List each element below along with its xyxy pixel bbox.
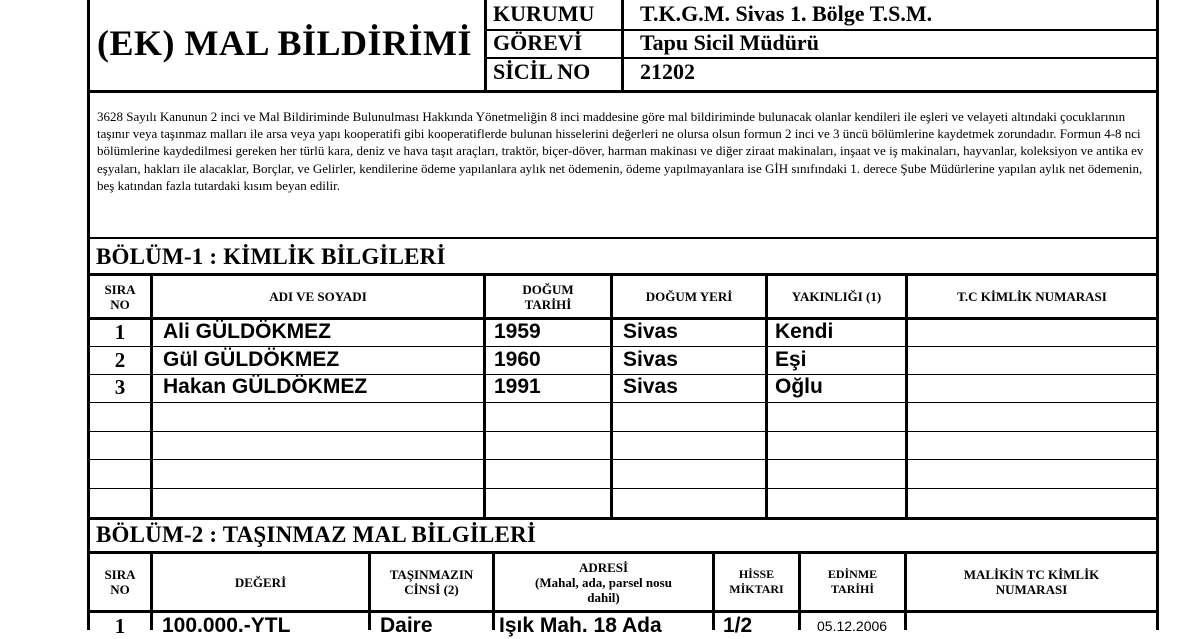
institution-value: T.K.G.M. Sivas 1. Bölge T.S.M. bbox=[640, 1, 933, 26]
s2-row1-value: 100.000.-YTL bbox=[162, 614, 291, 637]
s2-header-address bbox=[495, 554, 712, 610]
legal-notice: 3628 Sayılı Kanunun 2 inci ve Mal Bildiriminde Bulunulması Hakkında Yönetmeliğin 8 inci maddesine göre mal bildiriminde bulunacak olanlar kendileri ile eşleri ve velayeti altındaki çocuklarının taşınır veya taşınmaz malları ile arsa veya yapı kooperatifi gibi kooperatiflerde bulunan hisselerini değerleri ne olursa olsun formun 2 inci ve 3 üncü bölümlerine kaydetmek zorundadır. Formun 4-8 nci bölümlerine kaydedilmesi gereken her türlü kara, deniz ve hava taşıt araçları, traktör, biçer-döver, harman makinası ve diğer ziraat makinaları, inşaat ve iş makinaları, hayvanlar, koleksiyon ve antika ev eşyaları, hakları ile alacaklar, Borçlar, ve Gelirler, kendilerine ödeme yapılanlara aylık net ödemenin, ödeme yapılmayanlara ise GİH sınıfındaki 1. derece Şube Müdürlerine yapılan aylık net ödemenin, beş katından fazla tutardaki kısım beyan edilir. bbox=[97, 109, 1144, 193]
position-value: Tapu Sicil Müdürü bbox=[640, 30, 819, 55]
s2-header-share bbox=[715, 554, 798, 610]
s1-row1-relation: Kendi bbox=[775, 320, 834, 343]
s1-bottom-line bbox=[87, 517, 1159, 520]
s2-row1-address: Işık Mah. 18 Ada bbox=[499, 614, 662, 637]
s1-row2-birth-place: Sivas bbox=[623, 348, 678, 371]
s1-header-sira bbox=[90, 276, 150, 317]
s2-header-value: DEĞERİ bbox=[234, 574, 287, 590]
header-row-line-1 bbox=[484, 29, 1159, 31]
s2-header-sira-line1: SIRA bbox=[104, 567, 136, 582]
s2-header-share-line1: HİSSE bbox=[738, 567, 775, 581]
s2-header-address-line3: dahil) bbox=[587, 589, 620, 605]
s1-header-birth-place: DOĞUM YERİ bbox=[645, 289, 733, 304]
s1-header-birth-date-line1: DOĞUM bbox=[522, 281, 574, 297]
s1-row-line bbox=[87, 402, 1159, 403]
s2-header-type-line1: TAŞINMAZIN bbox=[389, 567, 474, 582]
position-label: GÖREVİ bbox=[493, 30, 583, 55]
s1-header-sira-line1: SIRA bbox=[104, 281, 136, 297]
s1-row2-birth-date: 1960 bbox=[494, 348, 541, 371]
declaration-form bbox=[87, 0, 1159, 638]
s1-row-line bbox=[87, 346, 1159, 347]
s2-row1-acq-date: 05.12.2006 bbox=[817, 618, 888, 634]
s2-header-type-line2: CİNSİ (2) bbox=[404, 582, 459, 597]
section1-title: BÖLÜM-1 : KİMLİK BİLGİLERİ bbox=[96, 244, 446, 269]
s1-row1-name: Ali GÜLDÖKMEZ bbox=[163, 320, 331, 343]
s2-header-address-line2: (Mahal, ada, parsel nosu bbox=[535, 574, 672, 590]
s2-header-share-line2: MİKTARI bbox=[729, 582, 784, 596]
s1-row3-birth-place: Sivas bbox=[623, 375, 678, 398]
s1-row1-birth-date: 1959 bbox=[494, 320, 541, 343]
header-label-divider bbox=[621, 0, 624, 90]
section2-title: BÖLÜM-2 : TAŞINMAZ MAL BİLGİLERİ bbox=[96, 522, 537, 547]
s2-row1-share: 1/2 bbox=[723, 614, 753, 637]
s2-header-line bbox=[87, 610, 1159, 613]
s2-header-acq-date-line1: EDİNME bbox=[827, 567, 878, 581]
registry-no-value: 21202 bbox=[640, 59, 695, 84]
institution-label: KURUMU bbox=[493, 1, 595, 26]
s1-row1-no: 1 bbox=[114, 320, 126, 344]
s2-header-address-line1: ADRESİ bbox=[578, 559, 629, 575]
s2-header-acq-date bbox=[801, 554, 904, 610]
s1-row3-relation: Oğlu bbox=[775, 375, 823, 398]
s1-header-relation: YAKINLIĞI (1) bbox=[791, 289, 882, 304]
s1-header-name: ADI VE SOYADI bbox=[269, 289, 367, 304]
s2-header-sira bbox=[90, 554, 150, 610]
s1-row2-relation: Eşi bbox=[775, 348, 807, 371]
s1-row2-no: 2 bbox=[114, 348, 126, 372]
s2-header-owner-tc-line1: MALİKİN TC KİMLİK bbox=[963, 567, 1100, 582]
s1-header-birth-date-line2: TARİHİ bbox=[524, 296, 572, 312]
s1-row-line bbox=[87, 459, 1159, 460]
s1-header-sira-line2: NO bbox=[110, 296, 130, 312]
s2-header-acq-date-line2: TARİHİ bbox=[830, 582, 875, 596]
s1-row-line bbox=[87, 431, 1159, 432]
s1-row3-name: Hakan GÜLDÖKMEZ bbox=[163, 375, 368, 398]
s2-header-owner-tc bbox=[907, 554, 1156, 610]
s2-row1-no: 1 bbox=[114, 614, 126, 638]
form-border-right bbox=[1156, 0, 1159, 630]
s1-row-line bbox=[87, 488, 1159, 489]
header-bottom-line bbox=[87, 90, 1159, 93]
form-title: (EK) MAL BİLDİRİMİ bbox=[97, 23, 473, 63]
s2-row1-type: Daire bbox=[380, 614, 433, 637]
registry-no-label: SİCİL NO bbox=[493, 59, 591, 84]
s1-header-birth-date bbox=[486, 276, 610, 317]
s2-header-type bbox=[371, 554, 492, 610]
header-divider bbox=[484, 0, 487, 90]
s1-row3-no: 3 bbox=[114, 375, 126, 399]
s1-row2-name: Gül GÜLDÖKMEZ bbox=[163, 348, 340, 371]
s2-header-sira-line2: NO bbox=[110, 582, 130, 597]
intro-bottom-line bbox=[87, 237, 1159, 239]
s1-row3-birth-date: 1991 bbox=[494, 375, 541, 398]
s2-header-owner-tc-line2: NUMARASI bbox=[995, 582, 1068, 597]
s1-header-tc: T.C KİMLİK NUMARASI bbox=[957, 289, 1107, 304]
s1-row1-birth-place: Sivas bbox=[623, 320, 678, 343]
